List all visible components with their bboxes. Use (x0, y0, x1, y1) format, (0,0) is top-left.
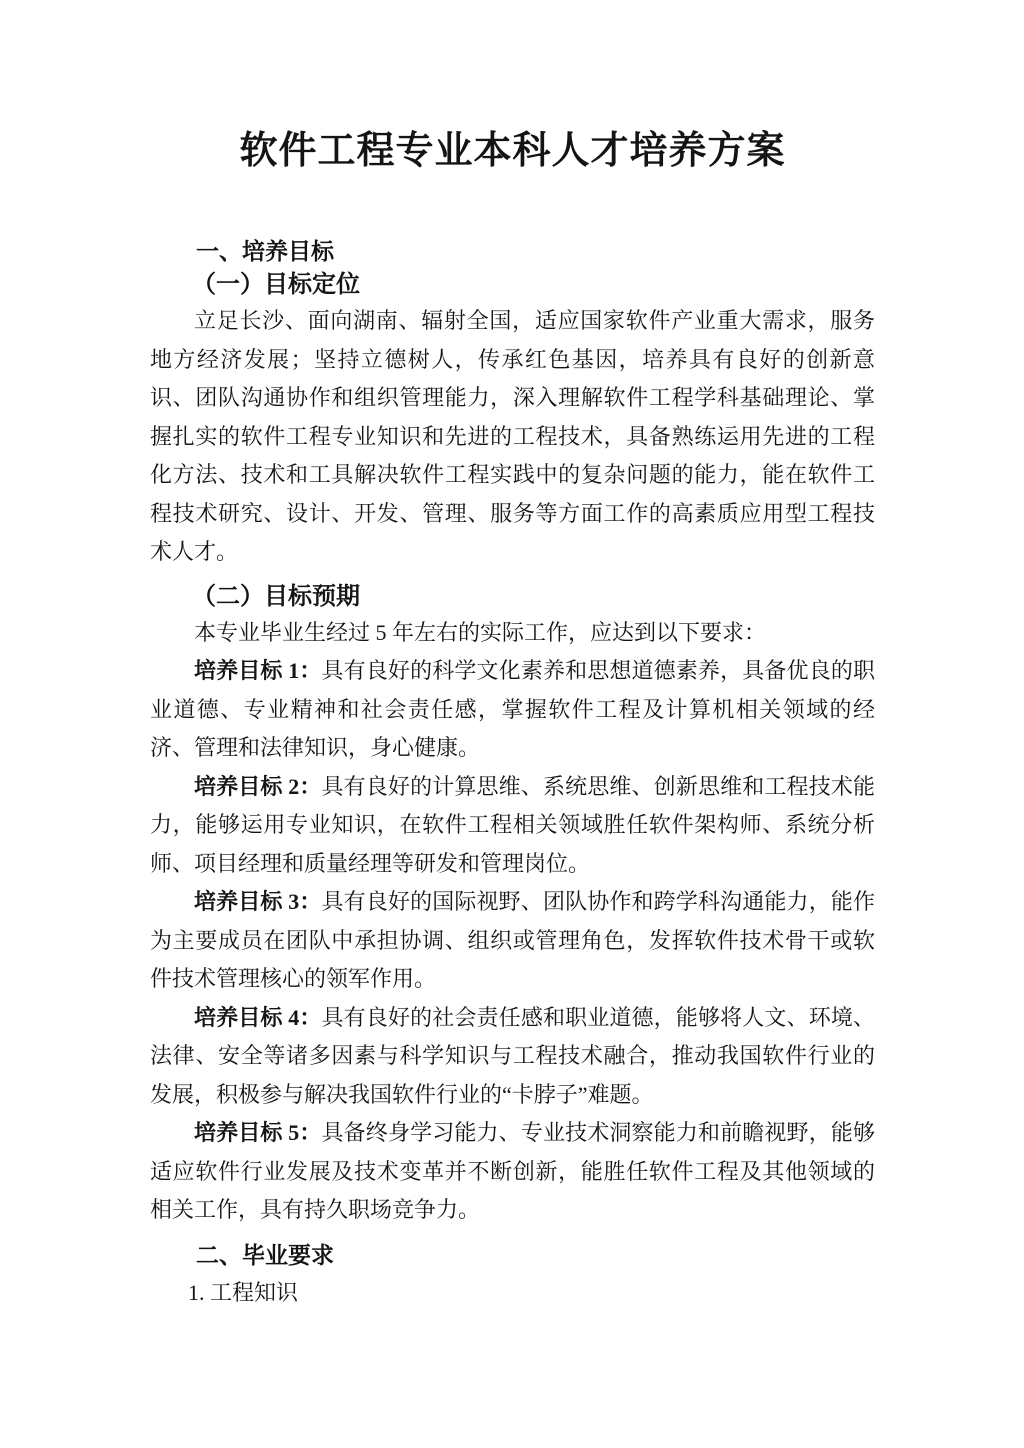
paragraph-goal-5 (150, 1114, 875, 1230)
paragraph-target-positioning: 立足长沙、面向湖南、辐射全国，适应国家软件产业重大需求，服务地方经济发展；坚持立德树人，传承红色基因，培养具有良好的创新意识、团队沟通协作和组织管理能力，深入理解软件工程学科基础理论、掌握扎实的软件工程专业知识和先进的工程技术，具备熟练运用先进的工程化方法、技术和工具解决软件工程实践中的复杂问题的能力，能在软件工程技术研究、设计、开发、管理、服务等方面工作的高素质应用型工程技术人才。 (150, 308, 875, 564)
goal-1-text: 具有良好的科学文化素养和思想道德素养，具备优良的职业道德、专业精神和社会责任感，掌握软件工程及计算机相关领域的经济、管理和法律知识，身心健康。 (150, 658, 875, 760)
goal-1-label: 培养目标 1： (194, 658, 322, 683)
goal-2-text: 具有良好的计算思维、系统思维、创新思维和工程技术能力，能够运用专业知识，在软件工程相关领域胜任软件架构师、系统分析师、项目经理和质量经理等研发和管理岗位。 (150, 773, 875, 876)
goal-4-text: 具有良好的社会责任感和职业道德，能够将人文、环境、法律、安全等诸多因素与科学知识与工程技术融合，推动我国软件行业的发展，积极参与解决我国软件行业的“卡脖子”难题。 (150, 1004, 875, 1107)
paragraph-goal-4 (150, 999, 875, 1115)
goal-5-text: 具备终身学习能力、专业技术洞察能力和前瞻视野，能够适应软件行业发展及技术变革并不断创新，能胜任软件工程及其他领域的相关工作，具有持久职场竞争力。 (150, 1120, 875, 1222)
subheading-target-expectation: （二）目标预期 (192, 583, 360, 610)
document-title: 软件工程专业本科人才培养方案 (239, 130, 786, 172)
paragraph-goal-1 (150, 652, 875, 768)
heading-training-objectives: 一、培养目标 (196, 238, 334, 264)
goal-2-label: 培养目标 2： (194, 773, 322, 799)
paragraph-goal-3 (150, 883, 875, 999)
goal-4-label: 培养目标 4： (194, 1004, 322, 1030)
subheading-target-positioning: （一）目标定位 (192, 272, 360, 298)
paragraph-goal-2 (150, 768, 875, 884)
heading-graduation-requirements: 二、毕业要求 (196, 1241, 334, 1268)
list-item-engineering-knowledge: 1. 工程知识 (188, 1279, 299, 1305)
paragraph-expectation-intro: 本专业毕业生经过 5 年左右的实际工作，应达到以下要求： (194, 619, 767, 645)
goal-5-label: 培养目标 5： (194, 1120, 322, 1145)
goal-3-text: 具有良好的国际视野、团队协作和跨学科沟通能力，能作为主要成员在团队中承担协调、组织或管理角色，发挥软件技术骨干或软件技术管理核心的领军作用。 (150, 889, 875, 991)
goal-3-label: 培养目标 3： (194, 889, 322, 914)
